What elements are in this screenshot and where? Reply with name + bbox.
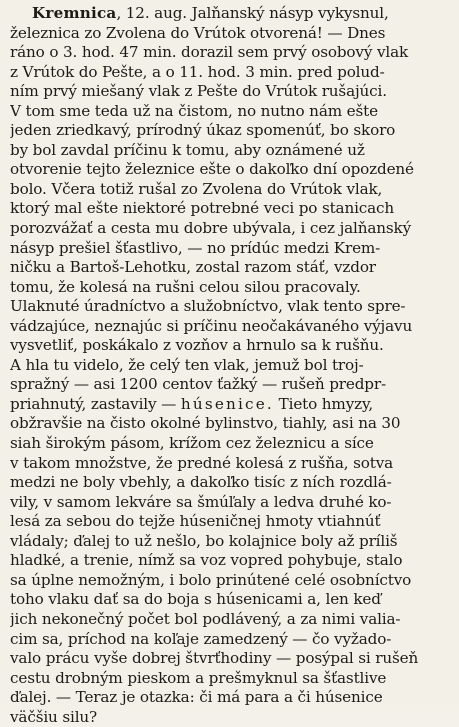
article-line-13: násyp prešiel šťastlivo, — no prídúc medzi Krem- (10, 238, 381, 257)
news-article (10, 4, 452, 727)
article-line-9: otvorenie tejto železnice ešte o dakoľko dní opozdené (10, 160, 414, 179)
article-line-16: Ulaknuté úradníctvo a služobníctvo, vlak tento spre- (10, 297, 406, 316)
article-line-21-end: Tieto hmyzy, (278, 394, 374, 413)
article-line-21-start: priahnutý, zastavily — (10, 394, 177, 413)
article-line-5: ním prvý miešaný vlak z Pešte do Vrútok rušajúci. (10, 82, 387, 101)
article-line-37: väčšiu silu? (10, 707, 98, 726)
spaced-emphasis-word: húsenice. (180, 394, 274, 413)
article-line-26: vily, v samom lekváre sa šmúľaly a ledva druhé ko- (10, 492, 392, 511)
article-line-20: spražný — asi 1200 centov ťažký — rušeň predpr- (10, 375, 386, 394)
article-line-34: valo prácu vyše dobrej štvrťhodiny — posýpal si rušeň (10, 649, 419, 668)
article-line-35: cestu drobným pieskom a prešmyknul sa šťastlive (10, 668, 387, 687)
article-line-17: vádzajúce, neznajúc si príčinu neočakávaného výjavu (10, 316, 413, 335)
article-line-14: ničku a Bartoš-Lehotku, zostal razom stáť, vzdor (10, 258, 376, 277)
article-line-19: A hla tu videlo, že celý ten vlak, jemuž bol troj- (10, 355, 364, 374)
article-line-22: obžravšie na čisto okolné bylinstvo, tiahly, asi na 30 (10, 414, 401, 433)
article-heading: Kremnica (32, 4, 117, 22)
article-line-36: ďalej. — Teraz je otazka: či má para a či húsenice (10, 688, 383, 707)
article-line-32: jich nekonečný počet bol podlávený, a za nimi valia- (10, 609, 401, 628)
article-line-2: železnica zo Zvolena do Vrútok otvorená! — Dnes (10, 23, 386, 42)
article-line-18: vysvetliť, poskákalo z vozňov a hrnulo sa k rušňu. (10, 336, 384, 355)
article-line-8: by bol zavdal príčinu k tomu, aby oznámené už (10, 140, 365, 159)
article-line-12: porozvážať a cesta mu dobre ubývala, i cez jalňanský (10, 219, 412, 238)
article-line-23: siah širokým pásom, krížom cez železnicu a síce (10, 434, 374, 453)
article-line-25: medzi ne boly vbehly, a dakoľko tisíc z ních rozdlá- (10, 473, 392, 492)
article-line-1-text: , 12. aug. Jalňanský násyp vykysnul, (116, 4, 389, 22)
article-line-31: toho vlaku dať sa do boja s húsenicami a, len keď (10, 590, 381, 609)
article-line-24: v takom množstve, že predné kolesá z rušňa, sotva (10, 453, 394, 472)
article-line-28: vládaly; ďalej to už nešlo, bo kolajnice boly až príliš (10, 531, 398, 550)
article-line-7: jeden zriedkavý, prírodný úkaz spomenúť, bo skoro (10, 121, 396, 140)
article-line-33: cim sa, príchod na koľaje zamedzený — čo vyžado- (10, 629, 392, 648)
article-line-3: ráno o 3. hod. 47 min. dorazil sem prvý osobový vlak (10, 43, 409, 62)
article-line-11: ktorý mal ešte niektoré potrebné veci po stanicach (10, 199, 395, 218)
article-line-30: sa úplne nemožným, i bolo prinútené celé osobníctvo (10, 570, 412, 589)
article-line-1 (10, 4, 452, 24)
article-line-4: z Vrútok do Pešte, a o 11. hod. 3 min. pred polud- (10, 62, 385, 81)
article-line-29: hladké, a trenie, nímž sa voz vopred pohybuje, stalo (10, 551, 403, 570)
article-line-15: tomu, že kolesá na rušni celou silou pracovaly. (10, 277, 361, 296)
article-line-27: lesá za sebou do tejže húseničnej hmoty vtiahnúť (10, 512, 381, 531)
article-line-10: bolo. Včera totiž rušal zo Zvolena do Vrútok vlak, (10, 179, 383, 198)
article-line-6: V tom sme teda už na čistom, no nutno nám ešte (10, 101, 378, 120)
article-line-21 (10, 395, 452, 415)
